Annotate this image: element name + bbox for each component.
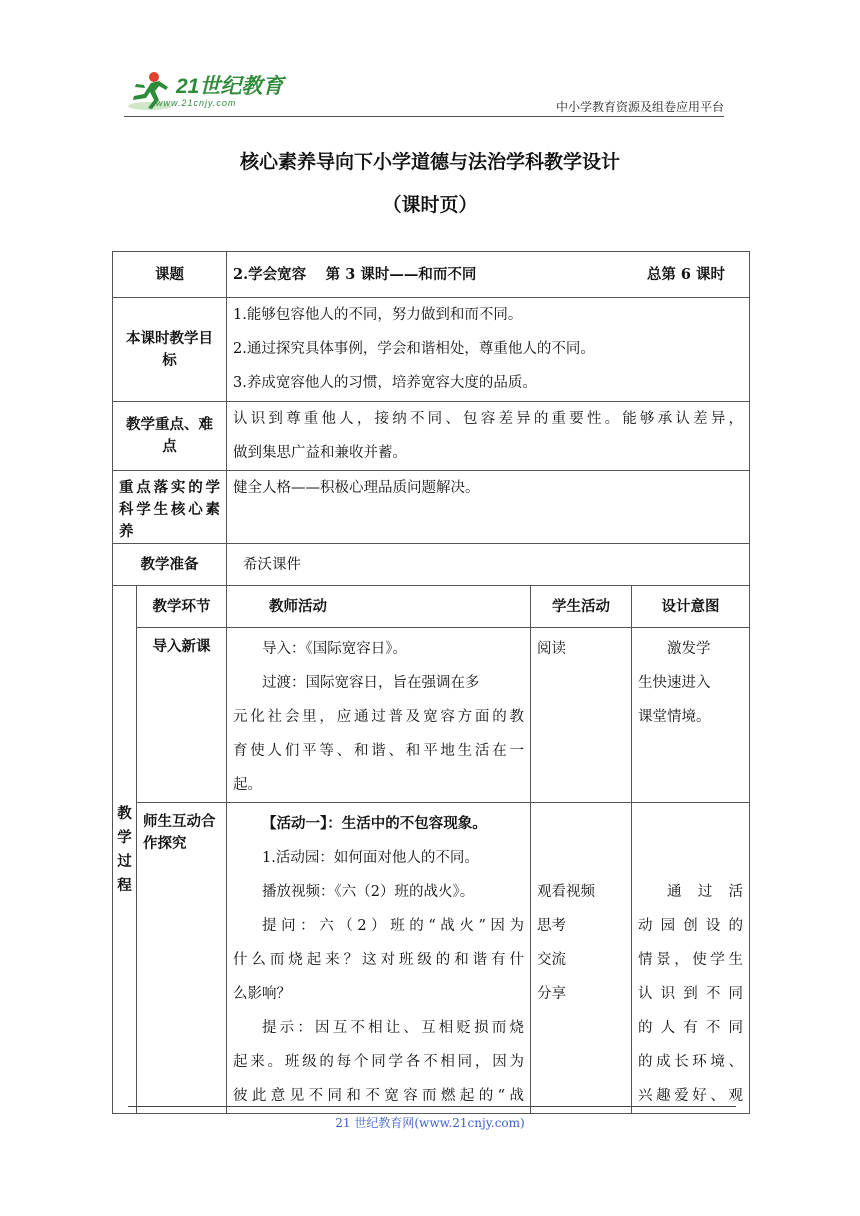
interaction-student-cell: [531, 803, 632, 1114]
interaction-row: [113, 803, 750, 1114]
teacher-line: 育使人们平等、和谐、和平地生活在一: [233, 743, 524, 759]
teacher-line: 元化社会里，应通过普及宽容方面的教: [233, 709, 524, 725]
intent-line: 认识到不同: [638, 986, 744, 1002]
preparation-row: [113, 544, 750, 586]
key-points-row: [113, 402, 750, 471]
topic-title: 2.学会宽容 第 3 课时——和而不同: [233, 265, 477, 283]
footer-divider: [128, 1106, 736, 1107]
student-line: 思考: [537, 918, 566, 934]
student-line: 观看视频: [537, 884, 595, 900]
logo-url: www.21cnjy.com: [156, 98, 237, 108]
teacher-line: 起。: [233, 777, 262, 793]
document-title: 核心素养导向下小学道德与法治学科教学设计: [239, 151, 620, 173]
student-line: 交流: [537, 952, 566, 968]
student-line: 阅读: [537, 641, 566, 657]
core-literacy-row: [113, 471, 750, 544]
objective-item: 1.能够包容他人的不同，努力做到和而不同。: [233, 307, 523, 323]
col-header-teacher: 教师活动: [227, 586, 531, 628]
topic-cell: [227, 252, 750, 298]
preparation-text: 希沃课件: [227, 544, 750, 586]
header-divider: [124, 116, 724, 117]
objectives-row: [113, 298, 750, 402]
intent-line: 动园创设的: [638, 918, 744, 934]
intro-stage: 导入新课: [137, 628, 227, 803]
teacher-line: 导入：《国际宽容日》。: [262, 641, 407, 657]
interaction-intent-cell: [632, 803, 750, 1114]
intent-line: 通过活: [667, 884, 744, 900]
document-subtitle: （课时页）: [382, 194, 478, 216]
intent-line: 的成长环境、: [638, 1054, 744, 1070]
preparation-label: 教学准备: [113, 544, 227, 586]
interaction-stage: 师生互动合作探究: [137, 803, 227, 1114]
intent-line: 情景，使学生: [638, 952, 744, 968]
objectives-label: 本课时教学目标: [113, 298, 227, 402]
teacher-line: 起来。班级的每个同学各不相同，因为: [233, 1054, 524, 1070]
platform-slogan: 中小学教育资源及组卷应用平台: [555, 100, 724, 114]
activity-heading: 【活动一】：生活中的不包容现象。: [262, 816, 487, 832]
core-literacy-cell: [227, 471, 750, 544]
topic-row: [113, 252, 750, 298]
key-points-line: 认识到尊重他人，接纳不同、包容差异的重要性。能够承认差异，: [233, 411, 744, 427]
col-header-student: 学生活动: [531, 586, 632, 628]
key-points-cell: [227, 402, 750, 471]
teacher-line: 提示：因互不相让、互相贬损而烧: [262, 1020, 524, 1036]
objective-item: 2.通过探究具体事例，学会和谐相处，尊重他人的不同。: [233, 341, 595, 357]
lesson-count: 总第 6 课时: [646, 265, 726, 283]
interaction-teacher-cell: [227, 803, 531, 1114]
objective-item: 3.养成宽容他人的习惯，培养宽容大度的品质。: [233, 375, 537, 391]
col-header-intent: 设计意图: [632, 586, 750, 628]
column-header-row: [113, 586, 750, 628]
teacher-line: 1.活动园：如何面对他人的不同。: [262, 850, 479, 866]
intent-line: 生快速进入: [638, 675, 711, 691]
intent-line: 的人有不同: [638, 1020, 744, 1036]
intro-intent-cell: [632, 628, 750, 803]
page-header: [0, 0, 860, 120]
process-label: 教学过程: [113, 586, 137, 1114]
topic-label: 课题: [113, 252, 227, 298]
teacher-line: 么影响？: [233, 986, 291, 1002]
lesson-plan-table: [112, 251, 750, 1114]
site-logo: [124, 70, 294, 116]
intent-line: 兴趣爱好、观: [638, 1088, 744, 1104]
key-points-line: 做到集思广益和兼收并蓄。: [233, 445, 407, 461]
intent-line: 课堂情境。: [638, 709, 711, 725]
teacher-line: 过渡：国际宽容日，旨在强调在多: [262, 675, 480, 691]
intent-line: 激发学: [667, 641, 711, 657]
teacher-line: 什么而烧起来？这对班级的和谐有什: [233, 952, 524, 968]
core-literacy-text: 健全人格——积极心理品质问题解决。: [233, 480, 480, 496]
teacher-line: 彼此意见不同和不宽容而燃起的“战: [233, 1088, 524, 1104]
intro-teacher-cell: [227, 628, 531, 803]
teacher-line: 提问：六（2）班的“战火”因为: [262, 918, 524, 934]
logo-text: 21世纪教育: [176, 75, 284, 98]
objectives-cell: [227, 298, 750, 402]
intro-student-cell: [531, 628, 632, 803]
key-points-label: 教学重点、难点: [113, 402, 227, 471]
teacher-line: 播放视频：《六（2）班的战火》。: [262, 884, 475, 900]
student-line: 分享: [537, 986, 566, 1002]
col-header-stage: 教学环节: [137, 586, 227, 628]
core-literacy-label: 重点落实的学科学生核心素养: [113, 471, 227, 544]
intro-row: [113, 628, 750, 803]
footer-link[interactable]: 21 世纪教育网(www.21cnjy.com): [335, 1116, 525, 1130]
